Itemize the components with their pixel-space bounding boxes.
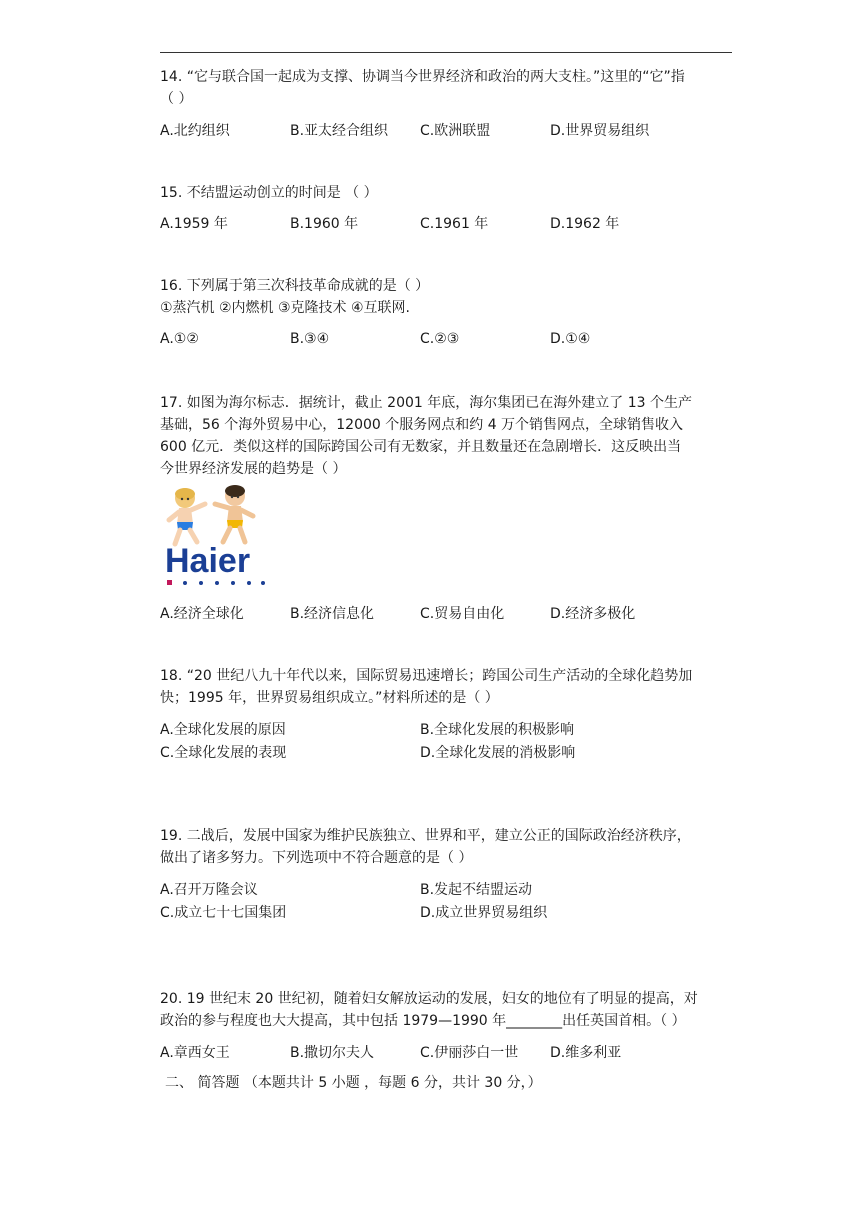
q19-stem-line2: 做出了诸多努力。下列选项中不符合题意的是（ ） [160, 850, 473, 866]
haier-dot [183, 581, 187, 585]
question-15 [160, 182, 740, 235]
haier-brother-left [169, 488, 205, 544]
option-d[interactable]: D.成立世界贸易组织 [420, 905, 548, 921]
header-rule [160, 52, 732, 53]
q16-options [160, 328, 740, 350]
option-a[interactable]: A.经济全球化 [160, 606, 244, 622]
haier-dot [215, 581, 219, 585]
q17-options [160, 603, 740, 625]
q19-options-row1 [160, 879, 740, 901]
question-17 [160, 392, 740, 480]
option-c[interactable]: C.成立七十七国集团 [160, 905, 287, 921]
option-d[interactable]: D.①④ [550, 331, 591, 347]
q14-stem-line1: 14. “它与联合国一起成为支撑、协调当今世界经济和政治的两大支柱。”这里的“它”指 [160, 69, 685, 85]
q15-options [160, 213, 740, 235]
question-14 [160, 66, 740, 142]
haier-dot [231, 581, 235, 585]
q17-options-block [160, 603, 740, 625]
haier-brother-right [215, 485, 253, 542]
question-20 [160, 988, 740, 1064]
option-a[interactable]: A.章西女王 [160, 1045, 230, 1061]
option-c[interactable]: C.②③ [420, 331, 460, 347]
q20-options [160, 1042, 740, 1064]
q14-options [160, 120, 740, 142]
option-a[interactable]: A.1959 年 [160, 216, 228, 232]
question-16 [160, 275, 740, 350]
haier-logo-image [163, 484, 271, 590]
q14-stem-line2: （ ） [160, 91, 193, 107]
q15-stem: 15. 不结盟运动创立的时间是 （ ） [160, 185, 378, 201]
haier-wordmark: Haier [165, 542, 251, 580]
q19-stem-line1: 19. 二战后，发展中国家为维护民族独立、世界和平，建立公正的国际政治经济秩序， [160, 828, 691, 844]
q18-options-row2 [160, 742, 740, 764]
option-c[interactable]: C.贸易自由化 [420, 606, 505, 622]
q17-stem-line2: 基础，56 个海外贸易中心，12000 个服务网点和约 4 万个销售网点，全球销售收入 [160, 417, 684, 433]
q20-stem-line2: 政治的参与程度也大大提高，其中包括 1979—1990 年________出任英国首相。（ ） [160, 1013, 686, 1029]
q18-stem-line1: 18. “20 世纪八九十年代以来，国际贸易迅速增长；跨国公司生产活动的全球化趋势加 [160, 668, 693, 684]
option-a[interactable]: A.全球化发展的原因 [160, 722, 286, 738]
option-b[interactable]: B.发起不结盟运动 [420, 882, 533, 898]
option-a[interactable]: A.北约组织 [160, 123, 230, 139]
q18-stem-line2: 快；1995 年，世界贸易组织成立。”材料所述的是（ ） [160, 690, 499, 706]
option-b[interactable]: B.撒切尔夫人 [290, 1045, 375, 1061]
option-b[interactable]: B.全球化发展的积极影响 [420, 722, 575, 738]
option-d[interactable]: D.1962 年 [550, 216, 620, 232]
q19-options-row2 [160, 902, 740, 924]
option-b[interactable]: B.亚太经合组织 [290, 123, 389, 139]
option-d[interactable]: D.维多利亚 [550, 1045, 622, 1061]
question-18 [160, 665, 740, 764]
q17-stem-line4: 今世界经济发展的趋势是（ ） [160, 461, 347, 477]
haier-dot [247, 581, 251, 585]
option-a[interactable]: A.召开万隆会议 [160, 882, 258, 898]
option-c[interactable]: C.欧洲联盟 [420, 123, 491, 139]
q20-stem-line1: 20. 19 世纪末 20 世纪初，随着妇女解放运动的发展，妇女的地位有了明显的提高，对 [160, 991, 698, 1007]
q17-stem-line3: 600 亿元．类似这样的国际跨国公司有无数家，并且数量还在急剧增长．这反映出当 [160, 439, 682, 455]
option-c[interactable]: C.1961 年 [420, 216, 489, 232]
section-heading-short-answer: 二、 简答题 （本题共计 5 小题 ，每题 6 分，共计 30 分，） [165, 1075, 542, 1091]
option-d[interactable]: D.经济多极化 [550, 606, 636, 622]
q16-stem: 16. 下列属于第三次科技革命成就的是（ ） [160, 278, 430, 294]
question-19 [160, 825, 740, 924]
q18-options-row1 [160, 719, 740, 741]
option-c[interactable]: C.伊丽莎白一世 [420, 1045, 519, 1061]
q16-items: ①蒸汽机 ②内燃机 ③克隆技术 ④互联网. [160, 300, 411, 316]
q17-stem-line1: 17. 如图为海尔标志．据统计，截止 2001 年底，海尔集团已在海外建立了 13 个生产 [160, 395, 692, 411]
option-d[interactable]: D.全球化发展的消极影响 [420, 745, 576, 761]
haier-logo [163, 484, 271, 590]
option-c[interactable]: C.全球化发展的表现 [160, 745, 287, 761]
option-b[interactable]: B.经济信息化 [290, 606, 375, 622]
option-b[interactable]: B.③④ [290, 331, 330, 347]
option-a[interactable]: A.①② [160, 331, 199, 347]
haier-dot [199, 581, 203, 585]
haier-dot [261, 581, 265, 585]
haier-dot-magenta [167, 580, 172, 585]
option-b[interactable]: B.1960 年 [290, 216, 359, 232]
option-d[interactable]: D.世界贸易组织 [550, 123, 650, 139]
